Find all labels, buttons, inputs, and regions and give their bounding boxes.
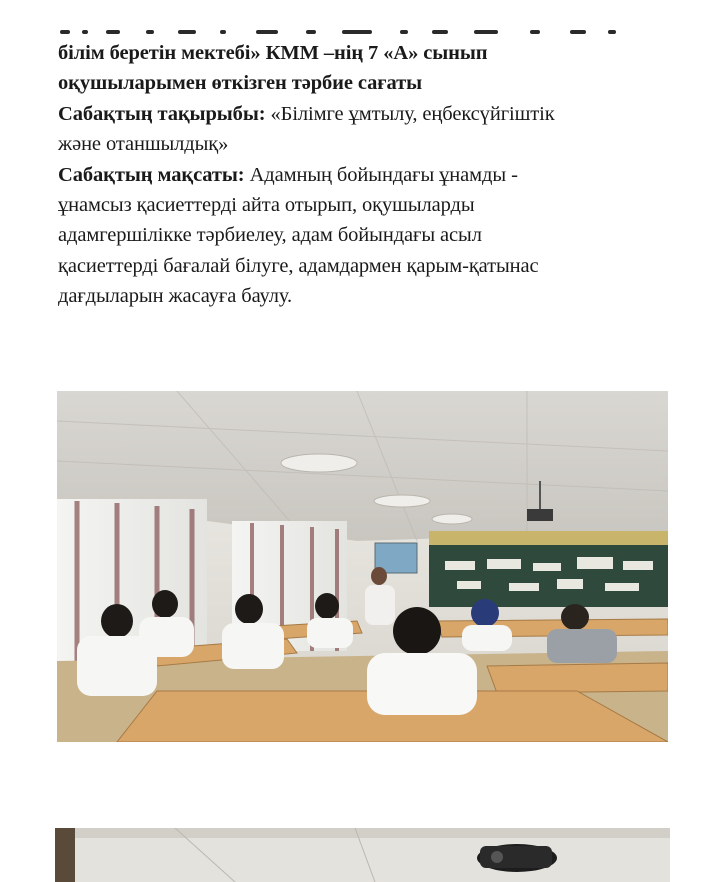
topic-label: Сабақтың тақырыбы: (58, 102, 266, 125)
goal-label: Сабақтың мақсаты: (58, 163, 245, 186)
goal-text-line: ұнамсыз қасиеттерді айта отырып, оқушыларды (58, 194, 475, 217)
goal-text-line: қасиеттерді бағалай білуге, адамдармен қарым-қатынас (58, 254, 539, 277)
classroom-photo-partial (55, 828, 670, 882)
topic-paragraph (58, 99, 678, 129)
cropped-text-line (60, 28, 620, 36)
heading-line: оқушыларымен өткізген тәрбие сағаты (58, 72, 422, 95)
goal-paragraph (58, 160, 678, 190)
topic-text: «Білімге ұмтылу, еңбексүйгіштік (265, 102, 555, 125)
document-text (58, 38, 678, 312)
classroom-illustration-partial (55, 828, 670, 882)
goal-text-line: дағдыларын жасауға баулу. (58, 285, 293, 308)
topic-text-continued: және отаншылдық» (58, 133, 229, 156)
classroom-illustration (57, 391, 668, 742)
goal-text-line: адамгершілікке тәрбиелеу, адам бойындағы асыл (58, 224, 482, 247)
goal-text: Адамның бойындағы ұнамды - (244, 163, 518, 186)
heading-line: білім беретін мектебі» КММ –нің 7 «А» сынып (58, 42, 488, 64)
classroom-photo (57, 391, 668, 742)
